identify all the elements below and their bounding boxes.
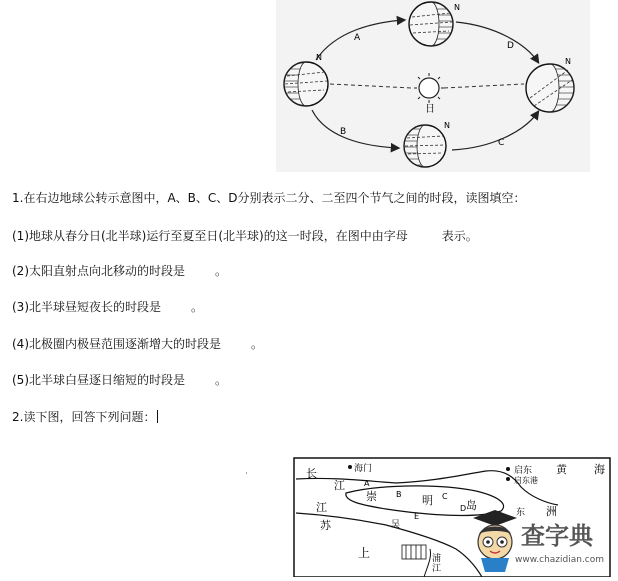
part-1-suffix: 表示。: [441, 229, 478, 243]
label-huang: 黄: [556, 463, 567, 476]
question-1-part-3: [12, 299, 203, 315]
label-su: 苏: [320, 519, 331, 532]
orbit-letter-d: D: [507, 41, 514, 51]
part-5-suffix: 。: [215, 373, 228, 387]
label-ming: 明: [422, 494, 433, 507]
north-label-right: N: [565, 57, 571, 66]
sun-label: 日: [425, 104, 435, 115]
orbit-letter-c: C: [498, 138, 505, 148]
label-pu: 浦: [432, 554, 442, 564]
label-b: B: [396, 490, 402, 499]
label-jiang-3: 江: [432, 564, 442, 574]
watermark-url: www.chazidian.com: [515, 555, 605, 565]
question-1-part-1: [12, 228, 478, 244]
question-1-part-4: [12, 336, 263, 352]
text-caret: [157, 410, 158, 423]
label-d: D: [460, 504, 467, 513]
chazidian-watermark: [445, 500, 618, 577]
orbit-letter-a: A: [354, 33, 361, 43]
label-jiang-2: 江: [316, 501, 327, 514]
label-chong: 崇: [366, 490, 377, 503]
earth-left: [284, 62, 328, 106]
part-4-prefix: (4)北极圈内极昼范围逐渐增大的时段是: [12, 337, 221, 351]
label-dao: 岛: [466, 499, 477, 512]
label-wu: 吴: [391, 520, 401, 530]
part-3-suffix: 。: [191, 300, 204, 314]
label-dong: 东: [516, 508, 526, 518]
dashed-line-left: [330, 84, 412, 88]
orbit-arc-c: [452, 112, 538, 150]
label-e: E: [414, 512, 420, 521]
part-4-suffix: 。: [251, 337, 264, 351]
question-2-text: 2.读下图，回答下列问题：: [12, 410, 156, 424]
orbit-arc-b: [312, 110, 398, 148]
watermark-title: 查字典: [521, 522, 593, 550]
question-1-part-5: [12, 372, 227, 388]
north-label-bottom: N: [444, 121, 450, 130]
sun-icon: [414, 73, 444, 103]
north-label-top: N: [454, 3, 460, 12]
earth-bottom: [404, 125, 446, 167]
part-2-prefix: (2)太阳直射点向北移动的时段是: [12, 264, 185, 278]
label-shang: 上: [358, 546, 371, 560]
label-haimen: 海门: [354, 464, 373, 474]
part-3-prefix: (3)北半球昼短夜长的时段是: [12, 300, 161, 314]
label-hai: 海: [594, 463, 605, 476]
orbit-letter-b: B: [340, 127, 347, 137]
question-1-stem: 1.在右边地球公转示意图中，A、B、C、D分别表示二分、二至四个节气之间的时段，读图填空：: [12, 191, 526, 205]
label-qidong: 启东: [514, 466, 533, 476]
earth-revolution-diagram: [276, 0, 590, 172]
north-label-left: N: [316, 53, 322, 62]
earth-top: [409, 2, 453, 46]
question-2-stem: [12, 409, 158, 425]
earth-right: [526, 64, 574, 112]
label-a: A: [364, 479, 370, 488]
mascot-icon: [473, 510, 517, 572]
label-chang: 长: [306, 467, 317, 480]
label-qidonggang: 启东港: [514, 476, 538, 485]
orbit-arc-d: [456, 22, 538, 62]
part-2-suffix: 。: [215, 264, 228, 278]
hatched-area: [402, 545, 426, 559]
dashed-line-right: [444, 84, 524, 88]
question-1-part-2: [12, 263, 227, 279]
label-zhou: 洲: [546, 505, 557, 518]
label-jiang: 江: [334, 479, 345, 492]
part-5-prefix: (5)北半球白昼逐日缩短的时段是: [12, 373, 185, 387]
part-1-prefix: (1)地球从春分日(北半球)运行至夏至日(北半球)的这一时段，在图中由字母: [12, 229, 408, 243]
label-c: C: [442, 492, 448, 501]
